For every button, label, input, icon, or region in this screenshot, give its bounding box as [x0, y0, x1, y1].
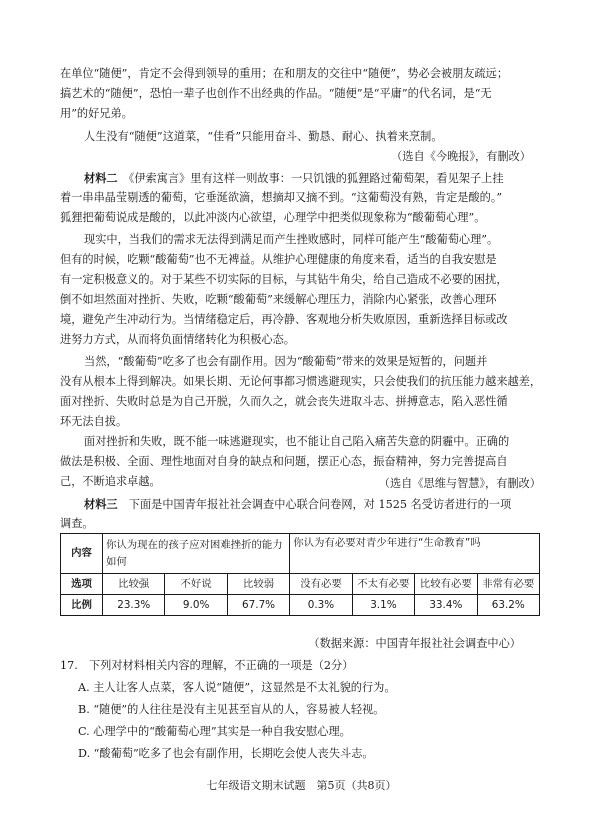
data-source-note: （数据来源：中国青年报社社会调查中心） [308, 637, 521, 650]
row-label-options: 选项 [61, 574, 103, 595]
option-cell: 不好说 [165, 574, 227, 595]
option-cell: 比较有必要 [415, 574, 477, 595]
table-row-content [61, 534, 540, 574]
text-line-content: 《伊索寓言》里有这样一则故事：一只饥饿的狐狸路过葡萄架，看见架子上挂 [128, 172, 504, 185]
paragraph-side-effects [60, 352, 540, 432]
text-line: 面对挫折和失败，既不能一味逃避现实，也不能让自己陷入痛苦失意的阴霾中。正确的 [84, 435, 510, 448]
text-line: 用”的好兄弟。 [60, 107, 133, 120]
material-two-label: 材料二 [84, 171, 118, 185]
paragraph-suibian-consequences [60, 64, 540, 124]
ratio-cell: 0.3% [290, 595, 352, 616]
text-line: 有一定积极意义的。对于某些不切实际的目标，与其钻牛角尖，给自己造成不必要的困扰， [60, 273, 508, 286]
ratio-cell: 67.7% [227, 595, 289, 616]
ratio-cell: 9.0% [165, 595, 227, 616]
text-line [84, 168, 564, 189]
text-line: 调查。 [60, 517, 94, 530]
answer-option-c: C. 心理学中的“酸葡萄心理”其实是一种自我安慰心理。 [78, 725, 351, 738]
material-three-intro [60, 494, 564, 515]
table-row-options [61, 574, 540, 595]
source-citation-2: （选自《思维与智慧》，有删改） [378, 477, 541, 490]
text-line: 倒不如坦然面对挫折、失败，吃颗“酸葡萄”来缓解心理压力，消除内心紧张，改善心理环 [60, 293, 497, 306]
text-line: 搞艺术的“随便”，恐怕一辈子也创作不出经典的作品。“随便”是“平庸”的代名词，是“无 [60, 87, 492, 100]
option-cell: 比较强 [103, 574, 165, 595]
material-two-intro [60, 168, 564, 189]
text-line: 狐狸把葡萄说成是酸的，以此冲淡内心欲望，心理学中把类似现象称为“酸葡萄心理”。 [60, 211, 486, 224]
row-label-ratio: 比例 [61, 595, 103, 616]
page-footer: 七年级语文期末试题 第5页（共8页） [206, 779, 397, 792]
text-line: 但有的时候，吃颗“酸葡萄”也不无裨益。从维护心理健康的角度来看，适当的自我安慰是 [60, 253, 497, 266]
answer-option-b: B. “随便”的人往往是没有主见甚至盲从的人，容易被人轻视。 [78, 703, 385, 716]
source-citation-1: （选自《今晚报》，有删改） [391, 150, 531, 163]
option-cell: 比较弱 [227, 574, 289, 595]
option-cell: 没有必要 [290, 574, 352, 595]
text-line: 环无法自拔。 [60, 415, 128, 428]
text-line: 着一串串晶莹剔透的葡萄，它垂涎欲滴，想摘却又摘不到。“这葡萄没有熟，肯定是酸的。” [60, 191, 503, 204]
text-line: 没有从根本上得到解决。如果长期、无论何事都习惯逃避现实，只会使我们的抗压能力越来越差， [60, 375, 542, 388]
text-line: 在单位“随便”，肯定不会得到领导的重用；在和朋友的交往中“随便”，势必会被朋友疏远； [60, 67, 509, 80]
question-17-stem: 17. 下列对材料相关内容的理解，不正确的一项是（2分） [60, 659, 354, 672]
text-line: 己，不断追求卓越。 [60, 475, 161, 488]
answer-option-d: D. “酸葡萄”吃多了也会有副作用，长期吃会使人丧失斗志。 [78, 747, 374, 760]
ratio-cell: 33.4% [415, 595, 477, 616]
table-row-ratios [61, 595, 540, 616]
text-line-content: 下面是中国青年报社社会调查中心联合问卷网，对 1525 名受访者进行的一项 [128, 498, 512, 511]
text-line: 做法是积极、全面、理性地面对自身的缺点和问题，摆正心态，振奋精神，努力完善提高自 [60, 455, 508, 468]
option-cell: 非常有必要 [477, 574, 539, 595]
survey-table [60, 533, 540, 616]
ratio-cell: 63.2% [477, 595, 539, 616]
text-line: 进努力方式，从而将负面情绪转化为积极心态。 [60, 333, 295, 346]
question-cell-ability: 你认为现在的孩子应对困难挫折的能力如何 [103, 534, 290, 574]
ratio-cell: 3.1% [352, 595, 414, 616]
row-label-content: 内容 [61, 534, 103, 574]
text-line: 现实中，当我们的需求无法得到满足而产生挫败感时，同样可能产生“酸葡萄心理”。 [84, 233, 499, 246]
text-line: 面对挫折、失败时总是为自己开脱，久而久之，就会丧失进取斗志、拼搏意志，陷入恶性循 [60, 395, 508, 408]
answer-option-a: A. 主人让客人点菜，客人说“随便”，这显然是不太礼貌的行为。 [78, 681, 396, 694]
paragraph-sour-grapes-benefit [60, 230, 540, 350]
text-line: 境，避免产生冲动行为。当情绪稳定后，再冷静、客观地分析失败原因，重新选择目标或改 [60, 313, 508, 326]
paragraph-life-no-suibian [60, 127, 564, 147]
material-two-body [60, 188, 540, 228]
material-three-body [60, 514, 540, 534]
text-line: 当然，“酸葡萄”吃多了也会有副作用。因为“酸葡萄”带来的效果是短暂的，问题并 [84, 355, 488, 368]
material-three-label: 材料三 [84, 497, 118, 511]
question-cell-life-education: 你认为有必要对青少年进行“生命教育”吗 [290, 534, 540, 574]
text-line [84, 494, 564, 515]
option-cell: 不太有必要 [352, 574, 414, 595]
text-line: 人生没有“随便”这道菜，“佳肴”只能用奋斗、勤恳、耐心、执着来烹制。 [84, 130, 443, 143]
ratio-cell: 23.3% [103, 595, 165, 616]
